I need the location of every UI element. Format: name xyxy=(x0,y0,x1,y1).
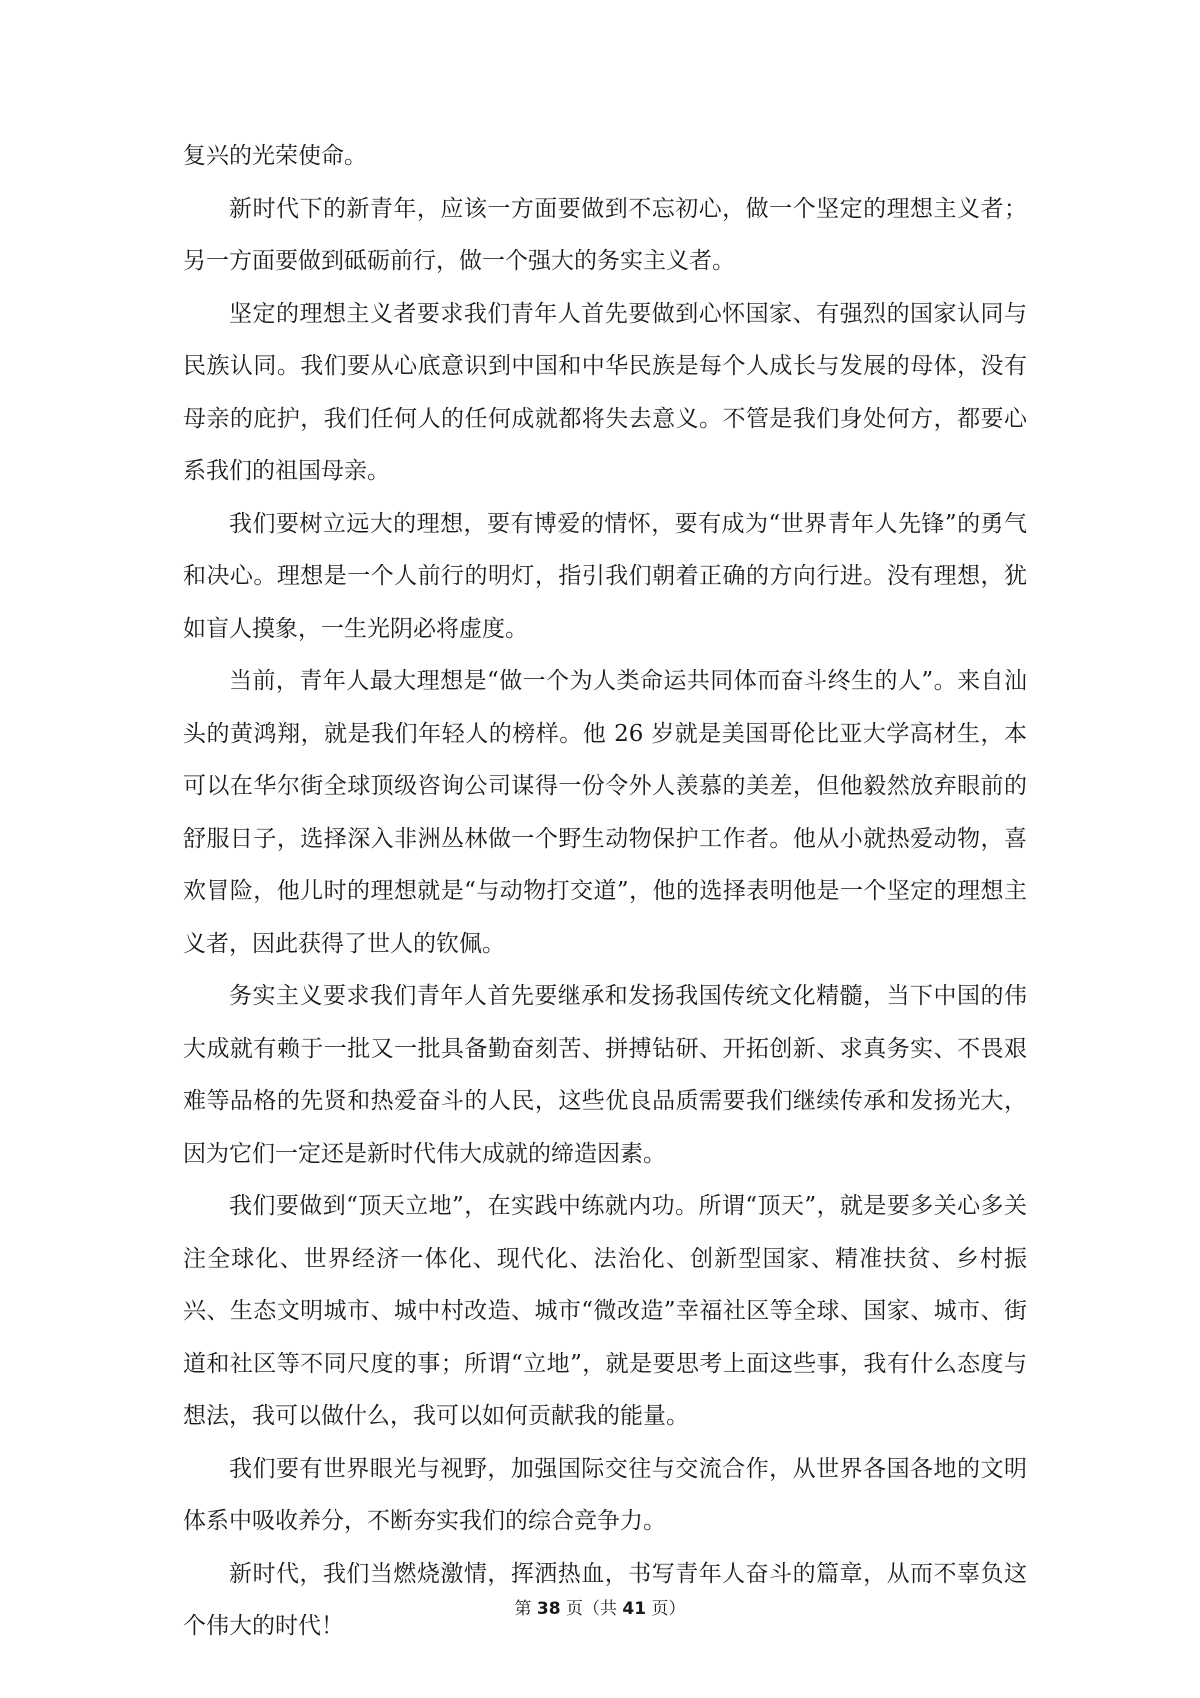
paragraph: 我们要有世界眼光与视野，加强国际交往与交流合作，从世界各国各地的文明体系中吸收养分，不断夯实我们的综合竞争力。 xyxy=(183,1455,1027,1534)
paragraph: 我们要做到“顶天立地”，在实践中练就内功。所谓“顶天”，就是要多关心多关注全球化、世界经济一体化、现代化、法治化、创新型国家、精准扶贫、乡村振兴、生态文明城市、城中村改造、城市“微改造”幸福社区等全球、国家、城市、街道和社区等不同尺度的事；所谓“立地”，就是要思考上面这些事，我有什么态度与想法，我可以做什么，我可以如何贡献我的能量。 xyxy=(183,1193,1027,1429)
paragraph: 新时代，我们当燃烧激情，挥洒热血，书写青年人奋斗的篇章，从而不辜负这个伟大的时代！ xyxy=(183,1560,1027,1639)
paragraph: 新时代下的新青年，应该一方面要做到不忘初心，做一个坚定的理想主义者；另一方面要做到砥砺前行，做一个强大的务实主义者。 xyxy=(183,195,1027,274)
total-page-count: 41 xyxy=(622,1599,647,1619)
current-page-number: 38 xyxy=(536,1599,561,1619)
paragraph: 坚定的理想主义者要求我们青年人首先要做到心怀国家、有强烈的国家认同与民族认同。我们要从心底意识到中国和中华民族是每个人成长与发展的母体，没有母亲的庇护，我们任何人的任何成就都将失去意义。不管是我们身处何方，都要心系我们的祖国母亲。 xyxy=(183,300,1027,484)
footer-suffix: 页） xyxy=(651,1599,686,1619)
paragraph: 复兴的光荣使命。 xyxy=(183,143,367,169)
paragraph: 当前，青年人最大理想是“做一个为人类命运共同体而奋斗终生的人”。来自汕头的黄鸿翔，就是我们年轻人的榜样。他 26 岁就是美国哥伦比亚大学高材生，本可以在华尔街全球顶级咨询公司谋得一份令外人羡慕的美差，但他毅然放弃眼前的舒服日子，选择深入非洲丛林做一个野生动物保护工作者。他从小就热爱动物，喜欢冒险，他儿时的理想就是“与动物打交道”，他的选择表明他是一个坚定的理想主义者，因此获得了世人的钦佩。 xyxy=(183,668,1027,957)
page-footer xyxy=(0,1594,1200,1619)
body-text xyxy=(183,130,1027,1653)
footer-middle: 页（共 xyxy=(566,1599,617,1619)
paragraph: 我们要树立远大的理想，要有博爱的情怀，要有成为“世界青年人先锋”的勇气和决心。理想是一个人前行的明灯，指引我们朝着正确的方向行进。没有理想，犹如盲人摸象，一生光阴必将虚度。 xyxy=(183,510,1027,642)
footer-prefix: 第 xyxy=(514,1599,532,1619)
paragraph: 务实主义要求我们青年人首先要继承和发扬我国传统文化精髓，当下中国的伟大成就有赖于一批又一批具备勤奋刻苦、拼搏钻研、开拓创新、求真务实、不畏艰难等品格的先贤和热爱奋斗的人民，这些优良品质需要我们继续传承和发扬光大，因为它们一定还是新时代伟大成就的缔造因素。 xyxy=(183,983,1027,1167)
